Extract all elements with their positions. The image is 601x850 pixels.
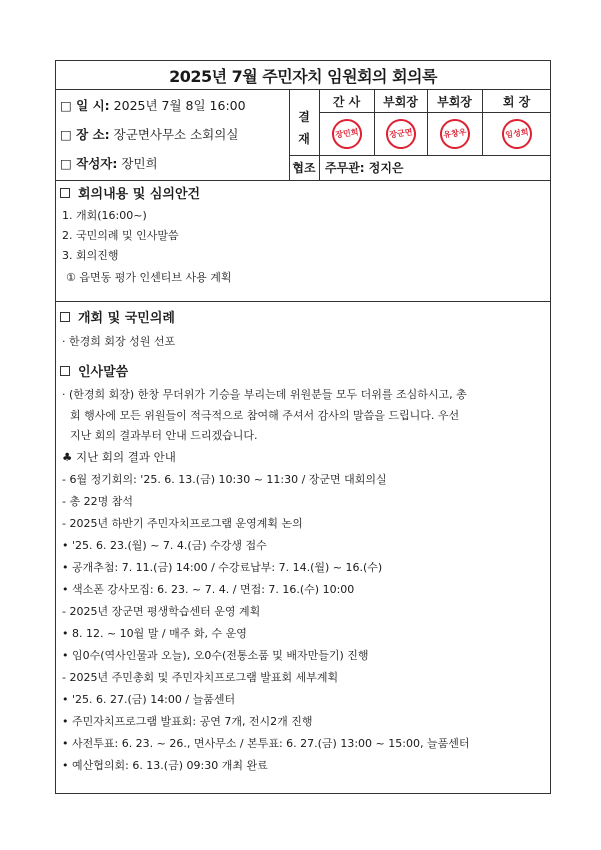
stamp-cell-2 — [374, 113, 427, 155]
role-vice-chair-1: 부회장 — [383, 94, 418, 109]
agenda-subitem: ① 읍면동 평가 인센티브 사용 계획 — [66, 271, 232, 284]
greeting-line: 회 행사에 모든 위원들이 적극적으로 참여해 주셔서 감사의 말씀을 드립니다. 우선 — [70, 408, 460, 422]
greeting-heading — [60, 361, 128, 380]
result-line: • 공개추첨: 7. 11.(금) 14:00 / 수강료납부: 7. 14.(월) ~ 16.(수) — [62, 561, 383, 574]
approval-table — [289, 90, 550, 180]
result-line: • '25. 6. 27.(금) 14:00 / 늘품센터 — [62, 693, 236, 706]
agenda-item: 2. 국민의례 및 인사말씀 — [62, 229, 179, 242]
agenda-heading-text: 회의내용 및 심의안건 — [78, 187, 201, 202]
result-line: - 총 22명 참석 — [62, 495, 133, 508]
result-line: • 8. 12. ~ 10월 말 / 매주 화, 수 운영 — [62, 627, 247, 640]
role-chair: 회 장 — [502, 94, 531, 109]
checkbox-square-icon — [60, 366, 70, 376]
checkbox-square-icon — [60, 188, 70, 198]
result-line: - 2025년 하반기 주민자치프로그램 운영계획 논의 — [62, 517, 303, 530]
result-line: - 2025년 장군면 평생학습센터 운영 계획 — [62, 605, 261, 618]
seal-stamp-icon: 장민희 — [330, 117, 364, 151]
role-secretary: 간 사 — [332, 94, 361, 109]
greeting-paragraph — [62, 385, 542, 447]
cooperation-value: 주무관: 정지은 — [325, 161, 404, 175]
stamp-cell-1 — [319, 113, 374, 155]
checkbox-square-icon — [60, 312, 70, 322]
result-line: • 임0수(역사인물과 오늘), 오0수(전통소품 및 배자만들기) 진행 — [62, 649, 369, 662]
result-line: • '25. 6. 23.(월) ~ 7. 4.(금) 수강생 접수 — [62, 539, 267, 552]
stamp-cell-4 — [482, 113, 551, 155]
result-line: • 주민자치프로그램 발표회: 공연 7개, 전시2개 진행 — [62, 715, 313, 728]
info-datetime-key: □ 일 시: — [60, 98, 110, 113]
info-datetime — [60, 96, 246, 114]
greeting-line: · (한경희 회장) 한창 무더위가 기승을 부리는데 위원분들 모두 더위를 조심하시고, 총 — [62, 388, 467, 401]
stamp-cell-3 — [427, 113, 482, 155]
seal-stamp-icon: 유창우 — [438, 117, 472, 151]
opening-heading-text: 개회 및 국민의례 — [78, 311, 175, 326]
result-line: - 2025년 주민총회 및 주민자치프로그램 발표회 세부계획 — [62, 671, 339, 684]
agenda-item: 1. 개회(16:00~) — [62, 209, 147, 222]
info-place-value: 장군면사무소 소회의실 — [113, 127, 239, 142]
document-title: 2025년 7월 주민자치 임원회의 회의록 — [56, 61, 550, 90]
opening-line: · 한경희 회장 성원 선포 — [62, 335, 176, 348]
result-line: - 6월 정기회의: '25. 6. 13.(금) 10:30 ~ 11:30 / 장군면 대회의실 — [62, 473, 387, 486]
result-line: • 색소폰 강사모집: 6. 23. ~ 7. 4. / 면접: 7. 16.(수) 10:00 — [62, 583, 355, 596]
opening-heading — [60, 307, 175, 326]
minutes-body — [56, 301, 550, 795]
agenda-section — [56, 179, 550, 302]
role-vice-chair-2: 부회장 — [437, 94, 472, 109]
info-writer-key: □ 작성자: — [60, 156, 118, 171]
info-writer-value: 장민희 — [121, 156, 158, 171]
greeting-line: 지난 회의 결과부터 안내 드리겠습니다. — [70, 429, 258, 442]
approval-jae: 재 — [298, 131, 310, 146]
approval-gyeol: 결 — [298, 109, 310, 124]
greeting-heading-text: 인사말씀 — [78, 365, 129, 380]
cooperation-label: 협조 — [292, 161, 316, 175]
info-datetime-value: 2025년 7월 8일 16:00 — [113, 98, 246, 113]
info-place-key: □ 장 소: — [60, 127, 110, 142]
seal-stamp-icon: 장군면 — [384, 117, 418, 151]
result-subheading: ♣ 지난 회의 결과 안내 — [62, 450, 176, 464]
minutes-sheet — [55, 60, 551, 794]
meeting-info — [56, 90, 290, 180]
agenda-heading — [60, 183, 200, 202]
info-place — [60, 125, 238, 143]
agenda-item: 3. 회의진행 — [62, 249, 119, 262]
result-line: • 예산협의회: 6. 13.(금) 09:30 개최 완료 — [62, 759, 268, 772]
result-line: • 사전투표: 6. 23. ~ 26., 면사무소 / 본투표: 6. 27.(금) 13:00 ~ 15:00, 늘품센터 — [62, 737, 470, 750]
header-block — [56, 90, 550, 181]
seal-stamp-icon: 임성희 — [500, 117, 534, 151]
info-writer — [60, 154, 158, 172]
